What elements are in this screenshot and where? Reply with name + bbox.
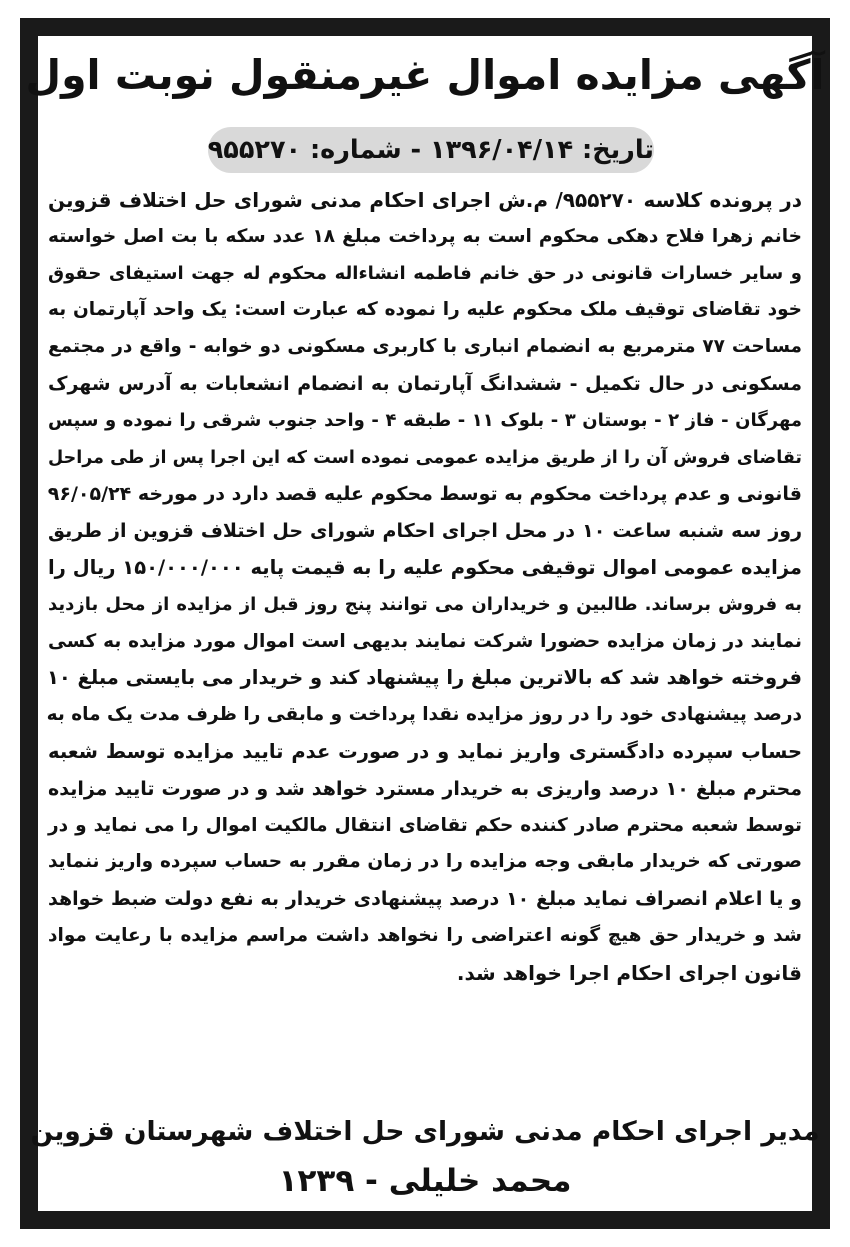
body-line: فروخته خواهد شد که بالاترین مبلغ را پیشنهاد کند و خریدار می بایستی مبلغ ۱۰: [46, 666, 802, 690]
notice-body: [48, 182, 802, 992]
body-line: قانونی و عدم پرداخت محکوم به توسط محکوم علیه قصد دارد در مورخه ۹۶/۰۵/۲۴: [47, 483, 802, 506]
body-line: روز سه شنبه ساعت ۱۰ در محل اجرای احکام شورای حل اختلاف قزوین از طریق: [48, 520, 803, 543]
body-line: محترم مبلغ ۱۰ درصد واریزی به خریدار مسترد خواهد شد و در صورت تایید مزایده: [48, 777, 802, 800]
body-line: تقاضای فروش آن را از طریق مزایده عمومی نموده است که این اجرا پس از طی مراحل: [48, 447, 802, 468]
body-line: نمایند در زمان مزایده حضورا شرکت نمایند بدیهی است اموال مورد مزایده به کسی: [48, 630, 802, 652]
body-line: خانم زهرا فلاح دهکی محکوم است به پرداخت مبلغ ۱۸ عدد سکه با بت اصل خواسته: [48, 225, 802, 247]
body-line: مسکونی در حال تکمیل - ششدانگ آپارتمان به انضمام انشعابات به آدرس شهرک: [48, 372, 802, 395]
signatory-title: مدیر اجرای احکام مدنی شورای حل اختلاف شهرستان قزوین: [30, 1116, 820, 1147]
body-line: و سایر خسارات قانونی در حق خانم فاطمه انشاءاله محکوم له جهت استیفای حقوق: [48, 262, 802, 284]
body-line: درصد پیشنهادی خود را در روز مزایده نقدا پرداخت و مابقی را ظرف مدت یک ماه به: [46, 704, 802, 726]
body-line: توسط شعبه محترم صادر کننده حکم تقاضای انتقال مالکیت اموال را می نماید و در: [48, 814, 802, 836]
signatory-name: محمد خلیلی - ۱۲۳۹: [278, 1163, 572, 1199]
body-line: مهرگان - فاز ۲ - بوستان ۳ - بلوک ۱۱ - طبقه ۴ - واحد جنوب شرقی را نموده و سپس: [48, 409, 802, 431]
body-line: شد و خریدار حق هیچ گونه اعتراضی را نخواهد داشت مراسم مزایده با رعایت مواد: [48, 924, 802, 946]
date-and-number-badge: تاریخ: ۱۳۹۶/۰۴/۱۴ - شماره: ۹۵۵۲۷۰: [208, 127, 654, 173]
body-line: مزایده عمومی اموال توقیفی محکوم علیه را به قیمت پایه ۱۵۰/۰۰۰/۰۰۰ ریال را: [48, 555, 803, 579]
body-line: مساحت ۷۷ مترمربع به انضمام انباری با کاربری مسکونی دو خوابه - واقع در مجتمع: [48, 336, 802, 358]
body-line: و یا اعلام انصراف نماید مبلغ ۱۰ درصد پیشنهادی خریدار به نفع دولت ضبط خواهد: [48, 888, 802, 911]
body-line: در پرونده کلاسه ۹۵۵۲۷۰/ م.ش اجرای احکام مدنی شورای حل اختلاف قزوین: [48, 188, 802, 212]
notice-title: آگهی مزایده اموال غیرمنقول نوبت اول: [25, 51, 825, 99]
body-line: صورتی که خریدار مابقی وجه مزایده را در زمان مقرر به حساب سپرده واریز ننماید: [48, 851, 802, 873]
body-line: حساب سپرده دادگستری واریز نماید و در صورت عدم تایید مزایده توسط شعبه: [48, 739, 802, 763]
body-line: خود تقاضای توقیف ملک محکوم علیه را نموده که عبارت است: یک واحد آپارتمان به: [48, 299, 802, 321]
body-line: به فروش برساند. طالبین و خریداران می توانند پنج روز قبل از مزایده از محل بازدید: [48, 593, 802, 615]
body-line: قانون اجرای احکام اجرا خواهد شد.: [456, 960, 802, 985]
